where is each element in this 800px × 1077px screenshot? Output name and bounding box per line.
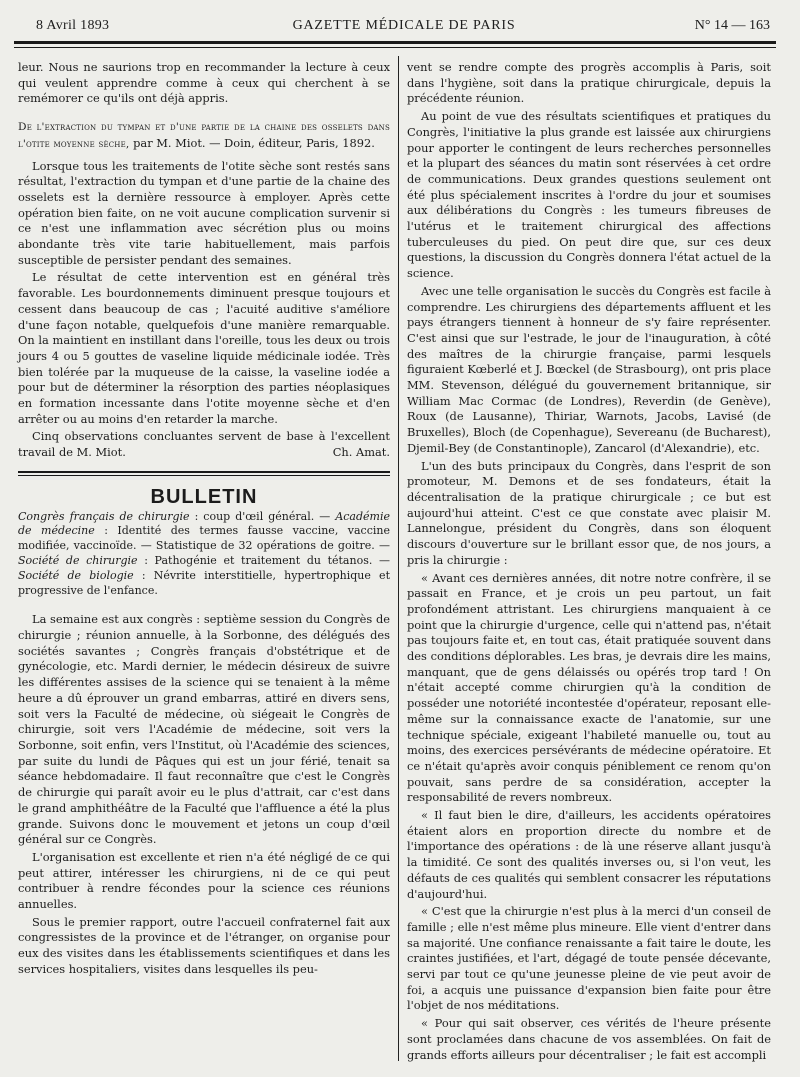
- paragraph: vent se rendre compte des progrès accomplis à Paris, soit dans l'hygiène, soit dans la pratique chirurgicale, depuis la précédente réunion.: [407, 60, 771, 106]
- summary-part: Société de biologie: [18, 568, 134, 582]
- summary-part: Société de chirurgie: [18, 553, 138, 567]
- paragraph: [18, 429, 390, 460]
- column-divider: [398, 56, 399, 1061]
- header-date: 8 Avril 1893: [36, 18, 110, 33]
- paragraph: « Pour qui sait observer, ces vérités de l'heure présente sont proclamées dans chacune de vos assemblées. On fait de grands efforts ailleurs pour décentraliser ; le fait est accompli: [407, 1016, 771, 1062]
- summary-part: : Névrite interstitielle, hypertrophique et progressive de l'enfance.: [18, 568, 390, 597]
- summary-part: Académie de médecine: [18, 509, 390, 538]
- review-conclusion: Cinq observations concluantes servent de base à l'excellent travail de M. Miot.: [18, 429, 390, 460]
- paragraph: L'organisation est excellente et rien n'a été négligé de ce qui peut attirer, intéresser les chirurgiens, ni de ce qui peut contribuer à rendre fécondes pour la science ces réunions annuelles.: [18, 849, 390, 912]
- section-rule-thin: [18, 475, 390, 476]
- header-issue-page: N° 14 — 163: [694, 18, 770, 33]
- right-column: [407, 60, 771, 1065]
- section-rule-thick: [18, 471, 390, 473]
- left-column: [18, 60, 390, 980]
- summary-part: : coup d'œil général. —: [189, 509, 336, 523]
- summary-part: : Identité des termes fausse vaccine, vaccine modifiée, vaccinoïde. — Statistique de 32 opérations de goitre. —: [18, 524, 390, 553]
- signature: Ch. Amat.: [332, 445, 390, 460]
- paragraph: La semaine est aux congrès : septième session du Congrès de chirurgie ; réunion annuelle, à la Sorbonne, des délégués des sociétés savantes ; Congrès français d'obstétrique et de gynécologie, etc. Mardi dernier, le médecin désireux de suivre les différentes assises de la science qui se tenaient à la même heure a dû éprouver un grand embarras, attiré en divers sens, soit vers la Faculté de médecine, où siégeait le Congrès de chirurgie, soit vers l'Académie de médecine, soit vers la Sorbonne, soit enfin, vers l'Institut, où l'Académie des sciences, par suite du lundi de Pâques qui est un jour férié, tenait sa séance hebdomadaire. Il faut reconnaître que c'est le Congrès de chirurgie qui paraît avoir eu le plus d'attrait, car c'est dans le grand amphithéâtre de la Faculté que l'affluence a été la plus grande. Suivons donc le mouvement et jetons un coup d'œil général sur ce Congrès.: [18, 612, 390, 847]
- review-author: par M. Miot. — Doin, éditeur, Paris, 1892.: [129, 135, 375, 150]
- paragraph: Lorsque tous les traitements de l'otite sèche sont restés sans résultat, l'extraction du tympan et d'une partie de la chaine des osselets est la dernière ressource à employer. Après cette opération bien faite, on ne voit aucune complication survenir si ce n'est une inflammation avec sécrétion plus ou moins abondante très vite tarie habituellement, mais parfois susceptible de persister pendant des semaines.: [18, 158, 390, 267]
- paragraph: leur. Nous ne saurions trop en recommander la lecture à ceux qui veulent apprendre comme à ceux qui cherchent à se remémorer ce qu'ils ont déjà appris.: [18, 60, 390, 106]
- paragraph: L'un des buts principaux du Congrès, dans l'esprit de son promoteur, M. Demons et de ses fondateurs, était la décentralisation de la pratique chirurgicale ; ce but est aujourd'hui atteint. C'est ce que constate avec plaisir M. Lannelongue, président du Congrès, dans son éloquent discours d'ouverture sur le brillant essor que, de nos jours, a pris la chirurgie :: [407, 458, 771, 567]
- summary-part: Congrès français de chirurgie: [18, 509, 190, 523]
- book-review-heading: [18, 119, 390, 152]
- header-rule-thick: [14, 41, 776, 44]
- paragraph: Le résultat de cette intervention est en général très favorable. Les bourdonnements diminuent presque toujours et cessent dans beaucoup de cas ; l'acuité auditive s'améliore d'une façon notable, quelquefois d'une manière remarquable. On la maintient en instillant dans l'oreille, tous les deux ou trois jours 4 ou 5 gouttes de vaseline liquide médicinale iodée. Très bien tolérée par la muqueuse de la caisse, la vaseline iodée a pour but de déterminer la résorption des parties néoplasiques en formation incessante dans l'otite moyenne sèche et d'en arrêter ou au moins d'en retarder la marche.: [18, 270, 390, 426]
- bulletin-summary: [18, 510, 390, 599]
- paragraph: « Il faut bien le dire, d'ailleurs, les accidents opératoires étaient alors en proportion directe du nombre et de l'importance des opérations : de là une réserve allant jusqu'à la timidité. Ce sont des qualités inverses ou, si l'on veut, les défauts de ces qualités qui semblent consacrer les réputations d'aujourd'hui.: [407, 808, 771, 901]
- header-rule-thin: [14, 47, 776, 48]
- paragraph: « Avant ces dernières années, dit notre notre confrère, il se passait en France, et je crois un peu partout, un fait profondément attristant. Les chirurgiens manquaient à ce point que la chirurgie d'urgence, celle qui n'attend pas, n'était pas toujours faite et, en tout cas, était pratiquée souvent dans des conditions déplorables. Les bras, je devrais dire les mains, manquant, que de gens délaissés ou opérés trop tard ! On n'était accepté comme chirurgien qu'à la condition de posséder une notoriété incontestée d'opérateur, reposant elle-même sur la connaissance exacte de l'anatomie, sur une technique spéciale, exigeant l'habileté manuelle ou, tout au moins, des exercices persévérants de médecine opératoire. Et ce n'était qu'après avoir conquis péniblement ce renom qu'on pouvait, sans perdre de sa considération, accepter la responsabilité de revers nombreux.: [407, 570, 771, 805]
- paragraph: « C'est que la chirurgie n'est plus à la merci d'un conseil de famille ; elle n'est même plus mineure. Elle vient d'entrer dans sa majorité. Une confiance renaissante a fait taire le doute, les craintes justifiées, et l'art, dégagé de toute pensée décevante, servi par tout ce qu'une jeunesse pleine de vie peut avoir de foi, a acquis une puissance d'expansion bien faite pour être l'objet de nos méditations.: [407, 904, 771, 1013]
- paragraph: Au point de vue des résultats scientifiques et pratiques du Congrès, l'initiative la plus grande est laissée aux chirurgiens pour apporter le contingent de leurs recherches personnelles et la plupart des séances du matin sont réservées à cet ordre de communications. Deux grandes questions seulement ont été plus spécialement inscrites à l'ordre du jour et soumises aux délibérations du Congrès : les tumeurs fibreuses de l'utérus et le traitement chirurgical des affections tuberculeuses du pied. On peut dire que, sur ces deux questions, la discussion du Congrès donnera l'état actuel de la science.: [407, 109, 771, 281]
- paragraph: Sous le premier rapport, outre l'accueil confraternel fait aux congressistes de la province et de l'étranger, on organise pour eux des visites dans les établissements scientifiques et dans les services hospitaliers, visites dans lesquelles ils peu-: [18, 914, 390, 976]
- bulletin-title: BULLETIN: [150, 485, 258, 508]
- review-title: De l'extraction du tympan et d'une partie de la chaine des osselets dans l'otite moyenne sèche,: [18, 121, 390, 150]
- running-header: [32, 16, 776, 38]
- paragraph: Avec une telle organisation le succès du Congrès est facile à comprendre. Les chirurgiens des départements affluent et les pays étrangers tiennent à honneur de s'y faire représenter. C'est ainsi que sur l'estrade, le jour de l'inauguration, à côté des maîtres de la chirurgie française, parmi lesquels figuraient Kœberlé et J. Bœckel (de Strasbourg), ont pris place MM. Stevenson, délégué du gouvernement britannique, sir William Mac Cormac (de Londres), Reverdin (de Genève), Roux (de Lausanne), Thiriar, Warnots, Jacobs, Lavisé (de Bruxelles), Bloch (de Copenhague), Severeanu (de Bucharest), Djemil-Bey (de Constantinople), Zancarol (d'Alexandrie), etc.: [407, 283, 771, 455]
- summary-part: : Pathogénie et traitement du tétanos. —: [137, 553, 390, 567]
- header-journal-title: GAZETTE MÉDICALE DE PARIS: [292, 18, 516, 33]
